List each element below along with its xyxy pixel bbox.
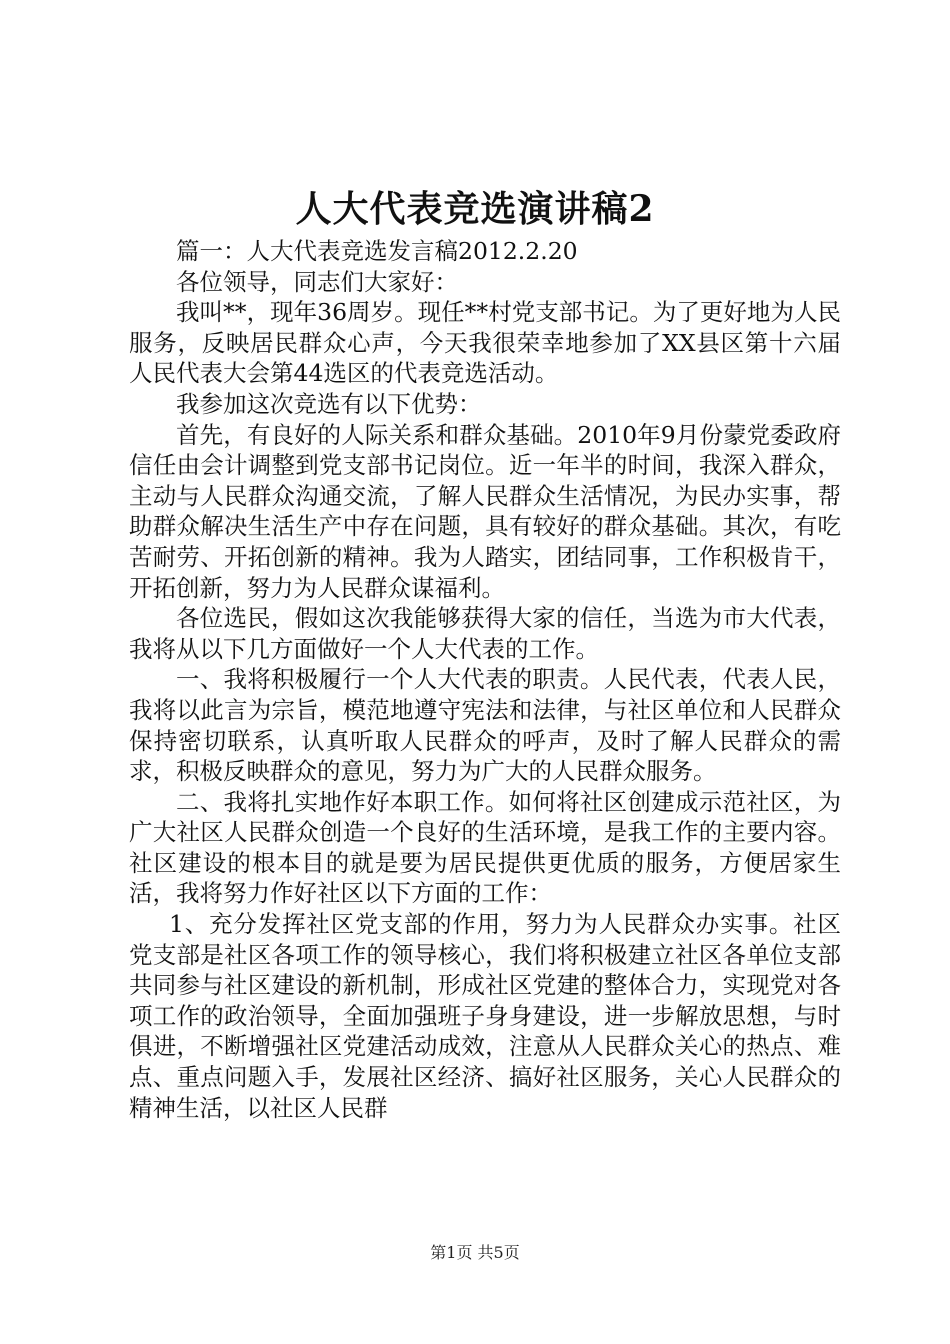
paragraph-point-two: 二、我将扎实地作好本职工作。如何将社区创建成示范社区，为广大社区人民群众创造一个良好的生活环境，是我工作的主要内容。社区建设的根本目的就是要为居民提供更优质的服务，方便居家生活，我将努力作好社区以下方面的工作： [129, 787, 841, 908]
paragraph-advantages-intro: 我参加这次竞选有以下优势： [176, 389, 482, 418]
page-footer: 第1页 共5页 [430, 1243, 520, 1262]
paragraph-section-heading: 篇一：人大代表竞选发言稿2012.2.20 [176, 237, 578, 265]
paragraph-advantages: 首先，有良好的人际关系和群众基础。2010年9月份蒙党委政府信任由会计调整到党支部书记岗位。近一年半的时间，我深入群众，主动与人民群众沟通交流，了解人民群众生活情况，为民办实事，帮助群众解决生活生产中存在问题，具有较好的群众基础。其次，有吃苦耐劳、开拓创新的精神。我为人踏实，团结同事，工作积极肯干，开拓创新，努力为人民群众谋福利。 [129, 420, 841, 602]
paragraph-item-one: 1、充分发挥社区党支部的作用，努力为人民群众办实事。社区党支部是社区各项工作的领导核心，我们将积极建立社区各单位支部共同参与社区建设的新机制，形成社区党建的整体合力，实现党对各项工作的政治领导，全面加强班子身身建设，进一步解放思想，与时俱进，不断增强社区党建活动成效，注意从人民群众关心的热点、难点、重点问题入手，发展社区经济、搞好社区服务，关心人民群众的精神生活，以社区人民群 [129, 910, 841, 1122]
paragraph-introduction: 我叫**，现年36周岁。现任**村党支部书记。为了更好地为人民服务，反映居民群众心声，今天我很荣幸地参加了XX县区第十六届人民代表大会第44选区的代表竞选活动。 [129, 298, 841, 388]
document-title: 人大代表竞选演讲稿2 [295, 188, 655, 230]
paragraph-salutation: 各位领导，同志们大家好： [176, 267, 458, 296]
paragraph-point-one: 一、我将积极履行一个人大代表的职责。人民代表，代表人民，我将以此言为宗旨，模范地遵守宪法和法律，与社区单位和人民群众保持密切联系，认真听取人民群众的呼声，及时了解人民群众的需求，积极反映群众的意见，努力为广大的人民群众服务。 [129, 665, 841, 786]
paragraph-commitment: 各位选民，假如这次我能够获得大家的信任，当选为市大代表，我将从以下几方面做好一个人大代表的工作。 [129, 604, 841, 663]
document-body [129, 236, 841, 1123]
